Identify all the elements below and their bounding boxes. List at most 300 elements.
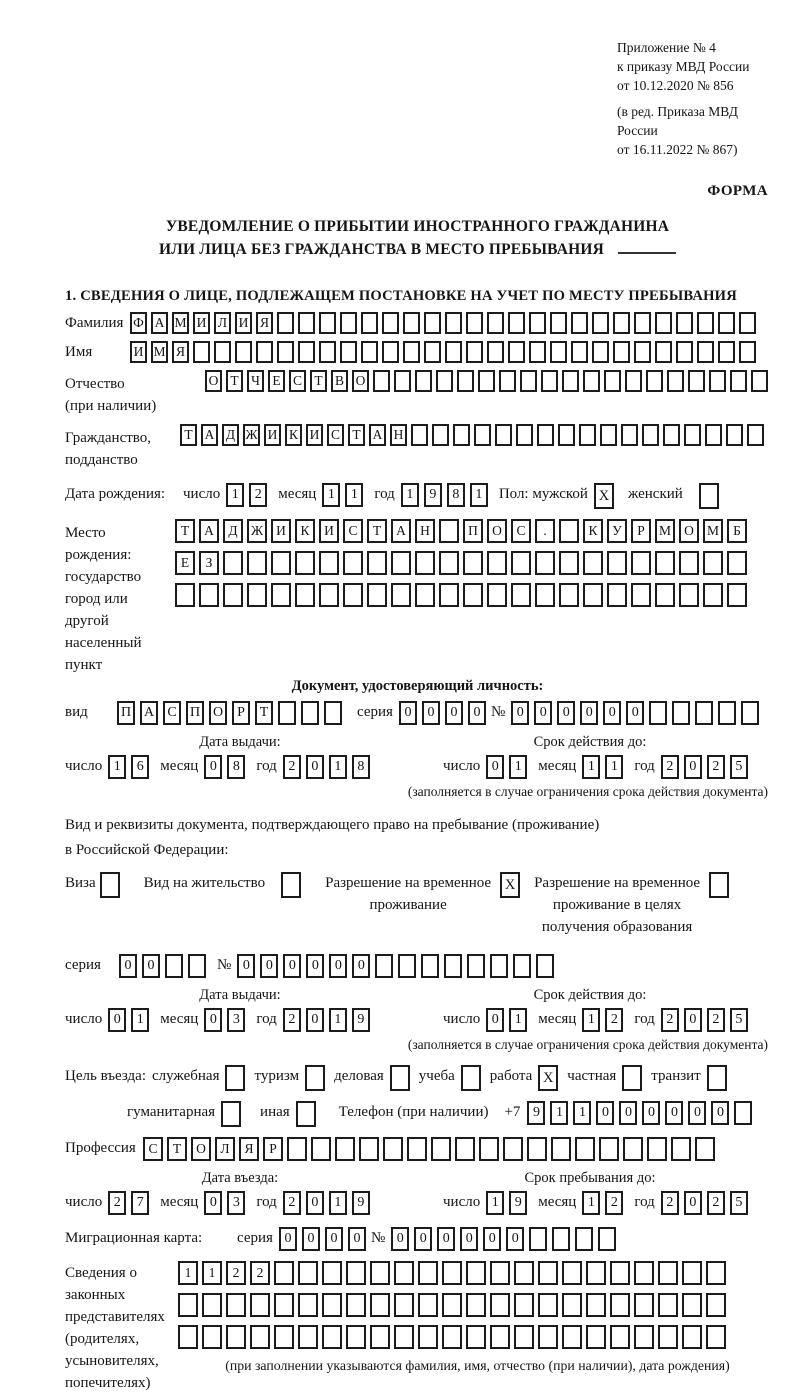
char-cell[interactable] (551, 1137, 571, 1161)
char-cell[interactable] (301, 701, 319, 725)
char-cell[interactable] (571, 312, 588, 334)
char-cell[interactable]: 0 (437, 1227, 455, 1251)
char-cell[interactable]: 0 (460, 1227, 478, 1251)
char-cell[interactable] (695, 701, 713, 725)
char-cell[interactable] (575, 1137, 595, 1161)
char-cell[interactable]: 0 (302, 1227, 320, 1251)
char-cell[interactable] (672, 701, 690, 725)
char-cell[interactable] (463, 583, 483, 607)
char-cell[interactable] (559, 583, 579, 607)
char-cell[interactable]: 0 (422, 701, 440, 725)
char-cell[interactable]: 2 (605, 1191, 623, 1215)
char-cell[interactable]: Н (390, 424, 407, 446)
char-cell[interactable]: Я (239, 1137, 259, 1161)
char-cell[interactable]: 0 (108, 1008, 126, 1032)
char-cell[interactable] (658, 1325, 678, 1349)
char-cell[interactable] (718, 312, 735, 334)
char-cell[interactable]: 0 (483, 1227, 501, 1251)
char-cell[interactable] (655, 341, 672, 363)
char-cell[interactable] (415, 551, 435, 575)
char-cell[interactable] (499, 370, 516, 392)
char-cell[interactable] (407, 1137, 427, 1161)
char-cell[interactable] (359, 1137, 379, 1161)
char-cell[interactable]: З (199, 551, 219, 575)
char-cell[interactable] (706, 1261, 726, 1285)
char-cell[interactable] (537, 424, 554, 446)
char-cell[interactable]: С (289, 370, 306, 392)
char-cell[interactable] (370, 1293, 390, 1317)
char-cell[interactable]: 0 (391, 1227, 409, 1251)
char-cell[interactable] (663, 424, 680, 446)
char-cell[interactable] (571, 341, 588, 363)
char-cell[interactable] (256, 341, 273, 363)
char-cell[interactable]: 0 (642, 1101, 660, 1125)
char-cell[interactable]: 0 (557, 701, 575, 725)
char-cell[interactable] (697, 341, 714, 363)
char-cell[interactable] (466, 312, 483, 334)
char-cell[interactable]: 0 (511, 701, 529, 725)
char-cell[interactable] (226, 1325, 246, 1349)
char-cell[interactable]: 0 (348, 1227, 366, 1251)
char-cell[interactable]: 1 (509, 755, 527, 779)
char-cell[interactable]: 0 (204, 755, 222, 779)
char-cell[interactable] (538, 1261, 558, 1285)
char-cell[interactable] (511, 551, 531, 575)
char-cell[interactable]: 2 (661, 1191, 679, 1215)
char-cell[interactable]: 9 (527, 1101, 545, 1125)
char-cell[interactable] (520, 370, 537, 392)
char-cell[interactable] (319, 551, 339, 575)
char-cell[interactable]: 3 (227, 1191, 245, 1215)
char-cell[interactable] (391, 551, 411, 575)
char-cell[interactable] (247, 583, 267, 607)
char-cell[interactable] (487, 551, 507, 575)
char-cell[interactable]: X (538, 1065, 558, 1091)
char-cell[interactable]: П (117, 701, 135, 725)
char-cell[interactable] (311, 1137, 331, 1161)
char-cell[interactable] (445, 341, 462, 363)
char-cell[interactable] (343, 583, 363, 607)
char-cell[interactable]: 0 (684, 1191, 702, 1215)
char-cell[interactable]: В (331, 370, 348, 392)
char-cell[interactable]: 0 (283, 954, 301, 978)
char-cell[interactable]: 1 (509, 1008, 527, 1032)
char-cell[interactable] (271, 583, 291, 607)
char-cell[interactable]: О (191, 1137, 211, 1161)
char-cell[interactable] (394, 370, 411, 392)
char-cell[interactable] (250, 1325, 270, 1349)
char-cell[interactable] (277, 341, 294, 363)
char-cell[interactable] (671, 1137, 691, 1161)
char-cell[interactable]: 8 (447, 483, 465, 507)
char-cell[interactable] (346, 1261, 366, 1285)
char-cell[interactable]: 1 (582, 1191, 600, 1215)
char-cell[interactable]: О (205, 370, 222, 392)
char-cell[interactable] (287, 1137, 307, 1161)
char-cell[interactable] (631, 551, 651, 575)
char-cell[interactable]: Т (348, 424, 365, 446)
char-cell[interactable] (490, 954, 508, 978)
char-cell[interactable] (682, 1261, 702, 1285)
char-cell[interactable] (442, 1325, 462, 1349)
char-cell[interactable] (466, 1293, 486, 1317)
char-cell[interactable] (706, 1325, 726, 1349)
char-cell[interactable]: 0 (665, 1101, 683, 1125)
char-cell[interactable] (646, 370, 663, 392)
char-cell[interactable] (613, 312, 630, 334)
char-cell[interactable] (610, 1325, 630, 1349)
char-cell[interactable]: 0 (596, 1101, 614, 1125)
char-cell[interactable]: И (235, 312, 252, 334)
char-cell[interactable] (439, 551, 459, 575)
char-cell[interactable] (324, 701, 342, 725)
char-cell[interactable] (508, 341, 525, 363)
char-cell[interactable]: 1 (322, 483, 340, 507)
char-cell[interactable]: 2 (283, 1008, 301, 1032)
char-cell[interactable]: 2 (108, 1191, 126, 1215)
char-cell[interactable] (508, 312, 525, 334)
char-cell[interactable] (457, 370, 474, 392)
char-cell[interactable]: М (172, 312, 189, 334)
char-cell[interactable]: Н (415, 519, 435, 543)
char-cell[interactable] (695, 1137, 715, 1161)
char-cell[interactable] (382, 312, 399, 334)
char-cell[interactable]: А (151, 312, 168, 334)
char-cell[interactable] (676, 312, 693, 334)
char-cell[interactable] (726, 424, 743, 446)
char-cell[interactable] (607, 551, 627, 575)
char-cell[interactable] (479, 1137, 499, 1161)
char-cell[interactable] (367, 583, 387, 607)
char-cell[interactable] (550, 312, 567, 334)
char-cell[interactable] (541, 370, 558, 392)
char-cell[interactable] (599, 1137, 619, 1161)
char-cell[interactable] (634, 341, 651, 363)
char-cell[interactable] (439, 519, 459, 543)
char-cell[interactable] (442, 1293, 462, 1317)
char-cell[interactable]: 0 (142, 954, 160, 978)
char-cell[interactable]: 1 (582, 755, 600, 779)
char-cell[interactable]: Ч (247, 370, 264, 392)
char-cell[interactable] (709, 872, 729, 898)
char-cell[interactable] (579, 424, 596, 446)
char-cell[interactable]: 5 (730, 1008, 748, 1032)
char-cell[interactable] (421, 954, 439, 978)
char-cell[interactable] (621, 424, 638, 446)
char-cell[interactable] (418, 1293, 438, 1317)
char-cell[interactable] (559, 551, 579, 575)
char-cell[interactable]: А (140, 701, 158, 725)
char-cell[interactable] (383, 1137, 403, 1161)
char-cell[interactable] (431, 1137, 451, 1161)
char-cell[interactable]: 0 (325, 1227, 343, 1251)
char-cell[interactable] (562, 370, 579, 392)
char-cell[interactable]: Т (226, 370, 243, 392)
char-cell[interactable] (202, 1293, 222, 1317)
char-cell[interactable] (583, 551, 603, 575)
char-cell[interactable]: Т (175, 519, 195, 543)
char-cell[interactable] (466, 1261, 486, 1285)
char-cell[interactable] (529, 341, 546, 363)
char-cell[interactable]: 0 (306, 1008, 324, 1032)
char-cell[interactable] (658, 1293, 678, 1317)
char-cell[interactable] (718, 341, 735, 363)
char-cell[interactable] (461, 1065, 481, 1091)
char-cell[interactable]: У (607, 519, 627, 543)
char-cell[interactable]: Я (172, 341, 189, 363)
char-cell[interactable]: А (391, 519, 411, 543)
char-cell[interactable]: 1 (329, 1008, 347, 1032)
char-cell[interactable] (583, 370, 600, 392)
char-cell[interactable] (463, 551, 483, 575)
char-cell[interactable] (403, 312, 420, 334)
char-cell[interactable]: Я (256, 312, 273, 334)
char-cell[interactable]: 0 (306, 954, 324, 978)
char-cell[interactable] (202, 1325, 222, 1349)
char-cell[interactable] (516, 424, 533, 446)
char-cell[interactable] (487, 312, 504, 334)
char-cell[interactable] (705, 424, 722, 446)
char-cell[interactable] (188, 954, 206, 978)
char-cell[interactable]: Т (255, 701, 273, 725)
char-cell[interactable]: 1 (401, 483, 419, 507)
char-cell[interactable] (613, 341, 630, 363)
char-cell[interactable]: И (306, 424, 323, 446)
char-cell[interactable] (503, 1137, 523, 1161)
char-cell[interactable]: 0 (684, 755, 702, 779)
char-cell[interactable] (487, 583, 507, 607)
char-cell[interactable]: Л (214, 312, 231, 334)
char-cell[interactable] (550, 341, 567, 363)
char-cell[interactable] (562, 1325, 582, 1349)
char-cell[interactable]: 0 (534, 701, 552, 725)
char-cell[interactable] (562, 1261, 582, 1285)
char-cell[interactable] (649, 701, 667, 725)
char-cell[interactable] (706, 1293, 726, 1317)
char-cell[interactable]: О (352, 370, 369, 392)
char-cell[interactable] (600, 424, 617, 446)
char-cell[interactable] (319, 341, 336, 363)
char-cell[interactable]: 8 (227, 755, 245, 779)
char-cell[interactable]: М (151, 341, 168, 363)
char-cell[interactable] (274, 1261, 294, 1285)
char-cell[interactable]: М (703, 519, 723, 543)
char-cell[interactable] (586, 1261, 606, 1285)
char-cell[interactable] (513, 954, 531, 978)
char-cell[interactable] (592, 341, 609, 363)
char-cell[interactable]: О (209, 701, 227, 725)
char-cell[interactable] (466, 1325, 486, 1349)
char-cell[interactable] (319, 312, 336, 334)
char-cell[interactable]: 9 (509, 1191, 527, 1215)
char-cell[interactable] (634, 312, 651, 334)
char-cell[interactable]: 1 (582, 1008, 600, 1032)
char-cell[interactable] (226, 1293, 246, 1317)
char-cell[interactable]: 0 (237, 954, 255, 978)
char-cell[interactable] (558, 424, 575, 446)
char-cell[interactable] (319, 583, 339, 607)
char-cell[interactable] (697, 312, 714, 334)
char-cell[interactable]: Л (215, 1137, 235, 1161)
char-cell[interactable]: 0 (306, 755, 324, 779)
char-cell[interactable] (343, 551, 363, 575)
char-cell[interactable]: 2 (250, 1261, 270, 1285)
char-cell[interactable] (529, 1227, 547, 1251)
char-cell[interactable]: С (327, 424, 344, 446)
char-cell[interactable] (340, 312, 357, 334)
char-cell[interactable]: 0 (445, 701, 463, 725)
char-cell[interactable]: Т (180, 424, 197, 446)
char-cell[interactable] (214, 341, 231, 363)
char-cell[interactable] (583, 583, 603, 607)
char-cell[interactable] (298, 1325, 318, 1349)
char-cell[interactable]: П (463, 519, 483, 543)
char-cell[interactable] (361, 312, 378, 334)
char-cell[interactable] (634, 1293, 654, 1317)
char-cell[interactable] (658, 1261, 678, 1285)
char-cell[interactable] (175, 583, 195, 607)
char-cell[interactable]: 2 (249, 483, 267, 507)
char-cell[interactable]: 1 (345, 483, 363, 507)
char-cell[interactable] (444, 954, 462, 978)
char-cell[interactable] (730, 370, 747, 392)
char-cell[interactable]: 0 (684, 1008, 702, 1032)
char-cell[interactable] (235, 341, 252, 363)
char-cell[interactable]: А (201, 424, 218, 446)
char-cell[interactable]: 2 (707, 1008, 725, 1032)
char-cell[interactable] (165, 954, 183, 978)
char-cell[interactable] (298, 341, 315, 363)
char-cell[interactable]: 1 (131, 1008, 149, 1032)
char-cell[interactable]: 0 (204, 1191, 222, 1215)
char-cell[interactable]: И (319, 519, 339, 543)
char-cell[interactable] (466, 341, 483, 363)
char-cell[interactable]: 0 (119, 954, 137, 978)
char-cell[interactable] (193, 341, 210, 363)
char-cell[interactable] (562, 1293, 582, 1317)
char-cell[interactable]: 0 (580, 701, 598, 725)
char-cell[interactable] (346, 1325, 366, 1349)
char-cell[interactable] (250, 1293, 270, 1317)
char-cell[interactable]: И (193, 312, 210, 334)
char-cell[interactable] (679, 551, 699, 575)
char-cell[interactable] (514, 1293, 534, 1317)
char-cell[interactable] (271, 551, 291, 575)
char-cell[interactable]: И (264, 424, 281, 446)
char-cell[interactable] (538, 1293, 558, 1317)
char-cell[interactable]: 7 (131, 1191, 149, 1215)
char-cell[interactable] (298, 312, 315, 334)
char-cell[interactable] (432, 424, 449, 446)
char-cell[interactable] (370, 1261, 390, 1285)
char-cell[interactable] (298, 1261, 318, 1285)
char-cell[interactable]: . (535, 519, 555, 543)
char-cell[interactable] (394, 1261, 414, 1285)
char-cell[interactable] (538, 1325, 558, 1349)
char-cell[interactable]: Б (727, 519, 747, 543)
char-cell[interactable]: 2 (661, 755, 679, 779)
char-cell[interactable]: Ж (247, 519, 267, 543)
char-cell[interactable] (610, 1293, 630, 1317)
char-cell[interactable] (487, 341, 504, 363)
char-cell[interactable]: И (130, 341, 147, 363)
char-cell[interactable] (529, 312, 546, 334)
char-cell[interactable] (631, 583, 651, 607)
char-cell[interactable] (274, 1325, 294, 1349)
char-cell[interactable]: 0 (619, 1101, 637, 1125)
char-cell[interactable] (634, 1325, 654, 1349)
char-cell[interactable]: 0 (626, 701, 644, 725)
char-cell[interactable]: М (655, 519, 675, 543)
char-cell[interactable] (604, 370, 621, 392)
char-cell[interactable] (178, 1293, 198, 1317)
char-cell[interactable]: 0 (260, 954, 278, 978)
char-cell[interactable] (709, 370, 726, 392)
char-cell[interactable]: 6 (131, 755, 149, 779)
char-cell[interactable]: 1 (202, 1261, 222, 1285)
char-cell[interactable]: Т (167, 1137, 187, 1161)
char-cell[interactable]: С (163, 701, 181, 725)
char-cell[interactable] (295, 583, 315, 607)
char-cell[interactable]: Е (175, 551, 195, 575)
char-cell[interactable] (398, 954, 416, 978)
char-cell[interactable] (415, 370, 432, 392)
char-cell[interactable] (478, 370, 495, 392)
char-cell[interactable]: 9 (424, 483, 442, 507)
char-cell[interactable] (298, 1293, 318, 1317)
char-cell[interactable] (607, 583, 627, 607)
char-cell[interactable]: 3 (227, 1008, 245, 1032)
char-cell[interactable] (667, 370, 684, 392)
char-cell[interactable]: 2 (707, 755, 725, 779)
char-cell[interactable]: А (369, 424, 386, 446)
char-cell[interactable] (514, 1325, 534, 1349)
char-cell[interactable]: К (583, 519, 603, 543)
char-cell[interactable] (453, 424, 470, 446)
char-cell[interactable] (439, 583, 459, 607)
char-cell[interactable] (527, 1137, 547, 1161)
char-cell[interactable] (751, 370, 768, 392)
char-cell[interactable] (655, 583, 675, 607)
char-cell[interactable] (622, 1065, 642, 1091)
char-cell[interactable]: 9 (352, 1008, 370, 1032)
char-cell[interactable] (490, 1325, 510, 1349)
char-cell[interactable]: 1 (178, 1261, 198, 1285)
char-cell[interactable]: 0 (486, 755, 504, 779)
char-cell[interactable]: X (594, 483, 614, 509)
char-cell[interactable]: П (186, 701, 204, 725)
char-cell[interactable]: 1 (550, 1101, 568, 1125)
char-cell[interactable]: К (295, 519, 315, 543)
char-cell[interactable] (586, 1293, 606, 1317)
char-cell[interactable]: 8 (352, 755, 370, 779)
char-cell[interactable] (623, 1137, 643, 1161)
char-cell[interactable] (424, 312, 441, 334)
char-cell[interactable]: 5 (730, 755, 748, 779)
char-cell[interactable] (747, 424, 764, 446)
char-cell[interactable] (727, 551, 747, 575)
char-cell[interactable] (679, 583, 699, 607)
char-cell[interactable]: 2 (283, 1191, 301, 1215)
char-cell[interactable] (688, 370, 705, 392)
char-cell[interactable] (367, 551, 387, 575)
char-cell[interactable]: Р (631, 519, 651, 543)
char-cell[interactable]: 1 (329, 1191, 347, 1215)
char-cell[interactable] (415, 583, 435, 607)
char-cell[interactable] (536, 954, 554, 978)
char-cell[interactable] (552, 1227, 570, 1251)
char-cell[interactable] (511, 583, 531, 607)
